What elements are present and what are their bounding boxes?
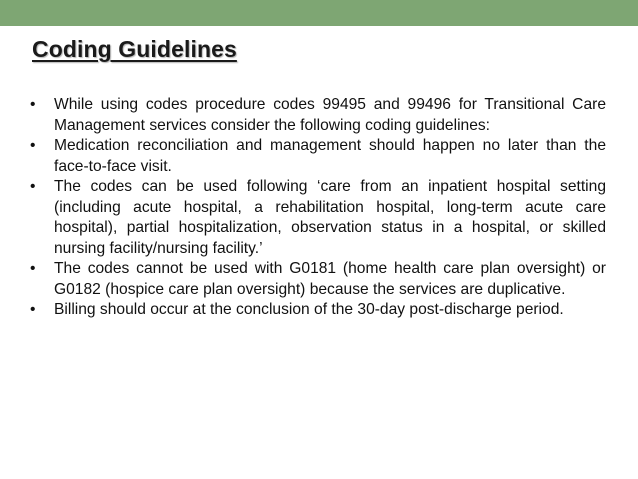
bullet-marker: • (30, 96, 36, 113)
bullet-item (30, 136, 606, 177)
bullet-list (30, 95, 606, 321)
bullet-item (30, 259, 606, 300)
bullet-marker: • (30, 301, 36, 318)
bullet-text: The codes can be used following ‘care from an inpatient hospital setting (including acute hospital, a rehabilitation hospital, long-term acute care hospital), partial hospitalization, observation status in a hospital, or skilled nursing facility/nursing facility.’ (54, 178, 606, 257)
slide-title: Coding Guidelines (32, 36, 237, 62)
bullet-item (30, 95, 606, 136)
bullet-marker: • (30, 178, 36, 195)
header-bar (0, 0, 638, 26)
bullet-text: While using codes procedure codes 99495 and 99496 for Transitional Care Management services consider the following coding guidelines: (54, 96, 606, 134)
bullet-marker: • (30, 260, 36, 277)
bullet-text: The codes cannot be used with G0181 (home health care plan oversight) or G0182 (hospice care plan oversight) because the services are duplicative. (54, 260, 606, 298)
bullet-text: Billing should occur at the conclusion of the 30-day post-discharge period. (54, 301, 564, 318)
bullet-item (30, 300, 606, 321)
bullet-item (30, 177, 606, 259)
bullet-text: Medication reconciliation and management should happen no later than the face-to-face visit. (54, 137, 606, 175)
bullet-marker: • (30, 137, 36, 154)
